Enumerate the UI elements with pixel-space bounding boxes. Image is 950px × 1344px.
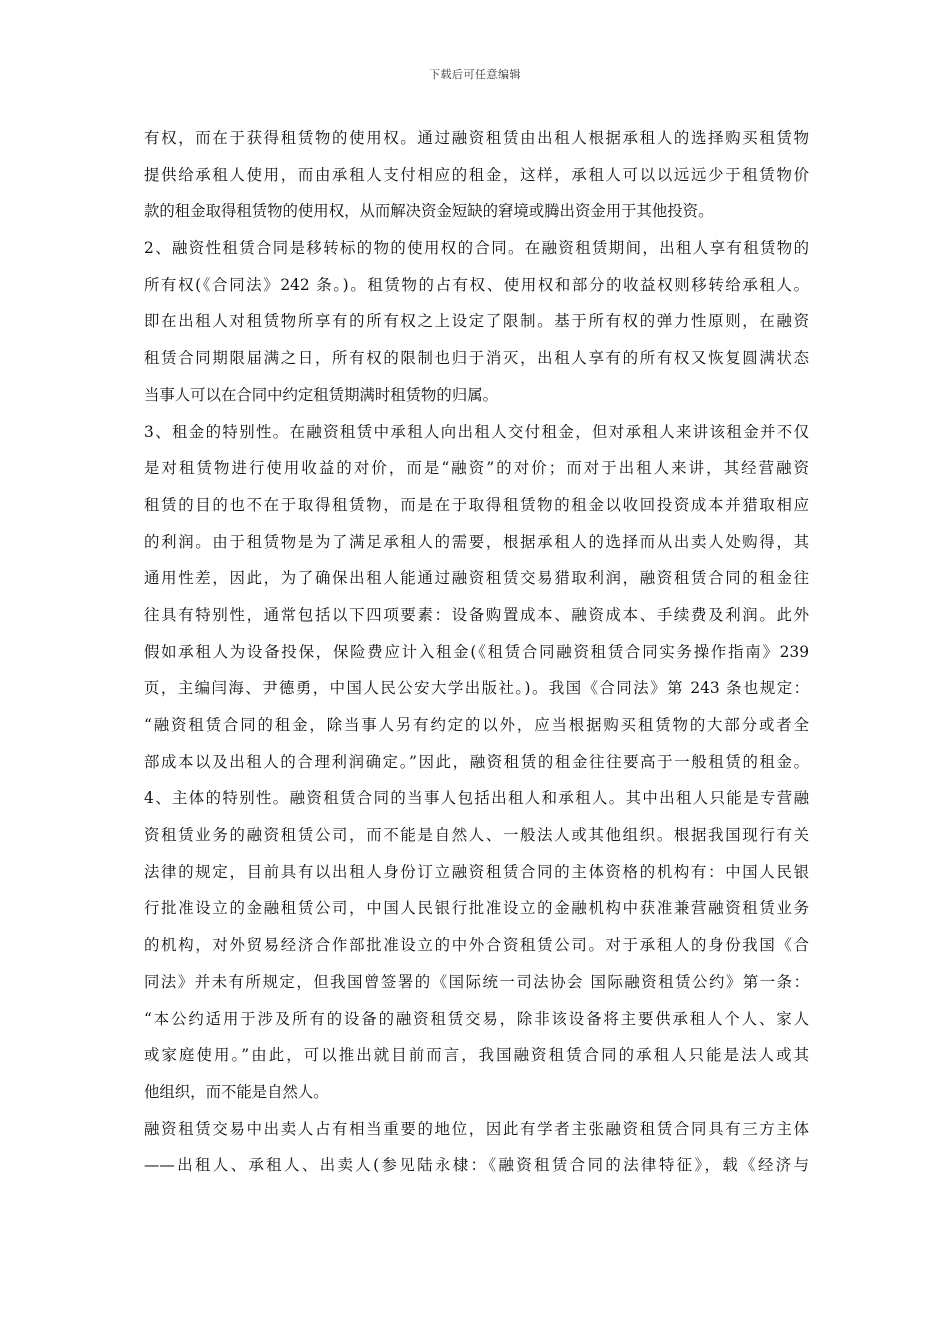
text-line: 融资租赁交易中出卖人占有相当重要的地位，因此有学者主张融资租赁合同具有三方主体 [144,1119,809,1138]
page-header: 下载后可任意编辑 [429,68,521,81]
text-line: 资租赁业务的融资租赁公司，而不能是自然人、一般法人或其他组织。根据我国现行有关 [144,826,809,845]
text-line: 有权，而在于获得租赁物的使用权。通过融资租赁由出租人根据承租人的选择购买租赁物 [144,129,809,147]
text-line: 或家庭使用。”由此，可以推出就目前而言，我国融资租赁合同的承租人只能是法人或其 [144,1046,809,1065]
text-line: 所有权(《合同法》242 条。)。租赁物的占有权、使用权和部分的收益权则移转给承租人。 [144,275,809,294]
text-line: 行批准设立的金融租赁公司，中国人民银行批准设立的金融机构中获准兼营融资租赁业务 [144,899,809,918]
text-line: 法律的规定，目前具有以出租人身份订立融资租赁合同的主体资格的机构有：中国人民银 [144,862,809,881]
text-line: 3、租金的特别性。在融资租赁中承租人向出租人交付租金，但对承租人来讲该租金并不仅 [144,422,809,441]
text-line: 2、融资性租赁合同是移转标的物的使用权的合同。在融资租赁期间，出租人享有租赁物的 [144,239,809,258]
text-line: 即在出租人对租赁物所享有的所有权之上设定了限制。基于所有权的弹力性原则，在融资 [144,312,809,331]
text-line: 他组织，而不能是自然人。 [144,1082,329,1101]
text-line: 4、主体的特别性。融资租赁合同的当事人包括出租人和承租人。其中出租人只能是专营融 [144,789,809,808]
text-line: 往具有特别性，通常包括以下四项要素：设备购置成本、融资成本、手续费及利润。此外 [144,605,809,624]
text-line: 的机构，对外贸易经济合作部批准设立的中外合资租赁公司。对于承租人的身份我国《合 [144,936,809,955]
text-line: 租赁合同期限届满之日，所有权的限制也归于消灭，出租人享有的所有权又恢复圆满状态 [144,349,809,368]
text-line: 同法》并未有所规定，但我国曾签署的《国际统一司法协会 国际融资租赁公约》第一条： [144,972,809,991]
text-line: 当事人可以在合同中约定租赁期满时租赁物的归属。 [144,385,498,404]
text-line: 通用性差，因此，为了确保出租人能通过融资租赁交易猎取利润，融资租赁合同的租金往 [144,569,809,588]
text-line: 假如承租人为设备投保，保险费应计入租金(《租赁合同融资租赁合同实务操作指南》239 [144,642,809,661]
text-line: “本公约适用于涉及所有的设备的融资租赁交易，除非该设备将主要供承租人个人、家人 [144,1009,809,1028]
text-line: ——出租人、承租人、出卖人(参见陆永棣：《融资租赁合同的法律特征》，载《经济与 [144,1156,809,1175]
text-line: 页，主编闫海、尹德勇，中国人民公安大学出版社。)。我国《合同法》第 243 条也规定： [144,679,809,698]
text-line: 是对租赁物进行使用收益的对价，而是“融资”的对价；而对于出租人来讲，其经营融资 [144,459,809,478]
text-line: 提供给承租人使用，而由承租人支付相应的租金，这样，承租人可以以远远少于租赁物价 [144,165,809,184]
text-line: 部成本以及出租人的合理利润确定。”因此，融资租赁的租金往往要高于一般租赁的租金。 [144,752,809,771]
document-body [144,120,809,1184]
text-line: “融资租赁合同的租金，除当事人另有约定的以外，应当根据购买租赁物的大部分或者全 [144,716,809,734]
text-line: 款的租金取得租赁物的使用权，从而解决资金短缺的窘境或腾出资金用于其他投资。 [144,202,714,221]
text-line: 租赁的目的也不在于取得租赁物，而是在于取得租赁物的租金以收回投资成本并猎取相应 [144,495,809,514]
text-line: 的利润。由于租赁物是为了满足承租人的需要，根据承租人的选择而从出卖人处购得，其 [144,532,809,551]
